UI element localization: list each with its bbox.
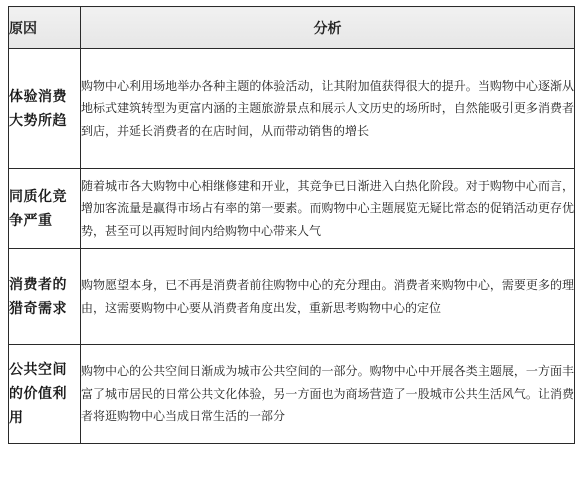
reason-cell: 公共空间的价值利用 (9, 345, 81, 444)
analysis-cell: 随着城市各大购物中心相继修建和开业，其竞争已日渐进入白热化阶段。对于购物中心而言，增加客流量是赢得市场占有率的第一要素。而购物中心主题展览无疑比常态的促销活动更存优势，甚至可以再短时间内给购物中心带来人气 (81, 169, 575, 249)
analysis-cell: 购物中心利用场地举办各种主题的体验活动，让其附加值获得很大的提升。当购物中心逐渐从地标式建筑转型为更富内涵的主题旅游景点和展示人文历史的场所时，自然能吸引更多消费者到店，并延长消费者的在店时间，从而带动销售的增长 (81, 49, 575, 169)
table-row (9, 169, 575, 249)
table-row (9, 345, 575, 444)
table-row (9, 49, 575, 169)
reason-cell: 消费者的猎奇需求 (9, 249, 81, 345)
table-row (9, 249, 575, 345)
reason-cell: 同质化竞争严重 (9, 169, 81, 249)
header-analysis: 分析 (81, 7, 575, 49)
reason-cell: 体验消费大势所趋 (9, 49, 81, 169)
table-header-row (9, 7, 575, 49)
reason-analysis-table (8, 6, 575, 444)
analysis-cell: 购物愿望本身，已不再是消费者前往购物中心的充分理由。消费者来购物中心，需要更多的理由，这需要购物中心要从消费者角度出发，重新思考购物中心的定位 (81, 249, 575, 345)
header-reason: 原因 (9, 7, 81, 49)
analysis-cell: 购物中心的公共空间日渐成为城市公共空间的一部分。购物中心中开展各类主题展，一方面丰富了城市居民的日常公共文化体验，另一方面也为商场营造了一股城市公共生活风气。让消费者将逛购物中心当成日常生活的一部分 (81, 345, 575, 444)
